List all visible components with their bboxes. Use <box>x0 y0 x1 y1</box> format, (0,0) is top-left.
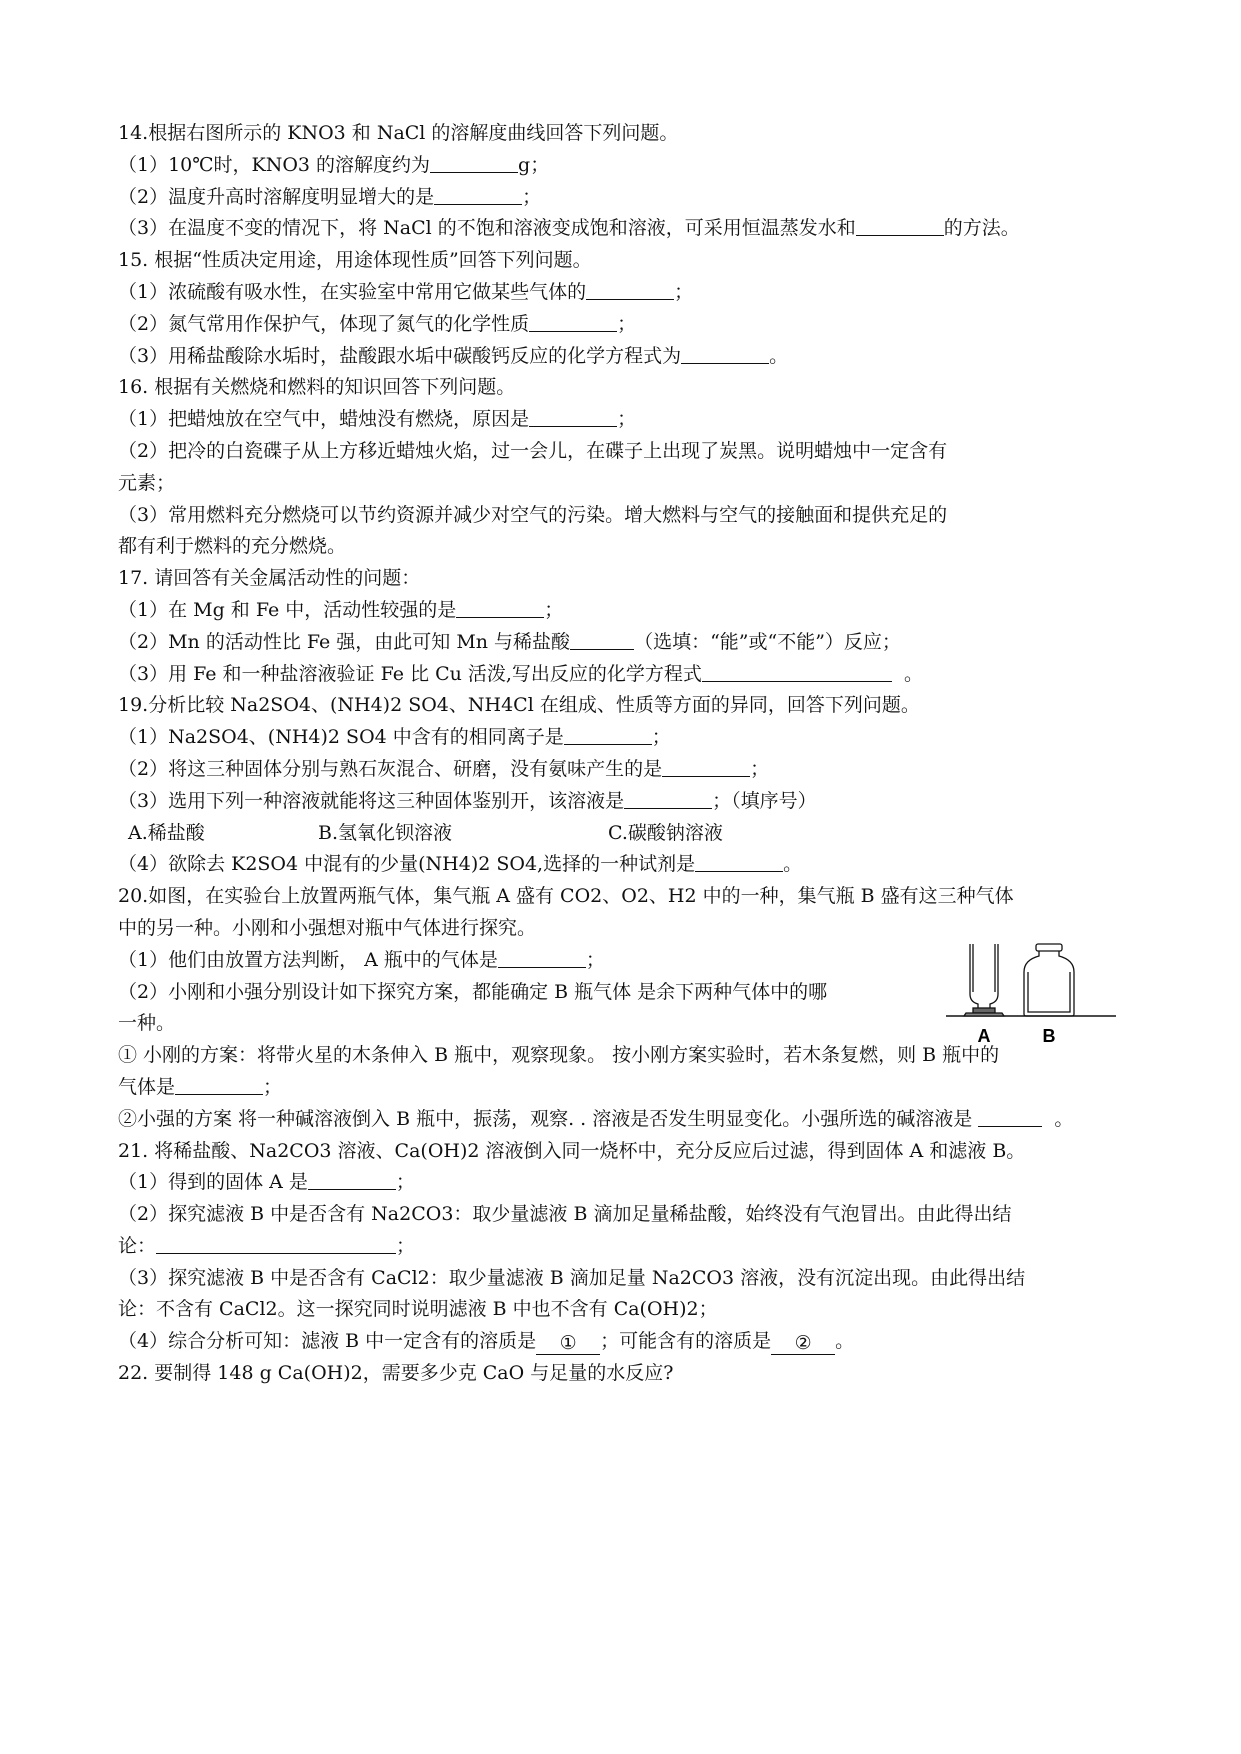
answer-blank[interactable] <box>529 404 617 427</box>
q17-sub2: （2）Mn 的活动性比 Fe 强，由此可知 Mn 与稀盐酸 （选填：“能”或“不能”）反应； <box>118 627 1138 659</box>
answer-blank[interactable] <box>681 341 769 364</box>
q20-plan1-cont: 气体是 ； <box>118 1072 1138 1104</box>
gas-bottles-illustration <box>946 942 1116 1062</box>
question-list <box>118 118 1138 1390</box>
q15-sub1: （1）浓硫酸有吸水性，在实验室中常用它做某些气体的 ； <box>118 277 1138 309</box>
answer-blank[interactable] <box>434 182 522 205</box>
answer-blank[interactable] <box>978 1104 1042 1127</box>
answer-blank[interactable] <box>570 627 634 650</box>
gas-bottles-figure <box>946 942 1116 1062</box>
q16-sub2-cont: 元素； <box>118 471 176 494</box>
answer-blank[interactable] <box>430 150 518 173</box>
answer-blank[interactable] <box>662 754 750 777</box>
bottle-a <box>964 944 1004 1016</box>
q17-sub3: （3）用 Fe 和一种盐溶液验证 Fe 比 Cu 活泼,写出反应的化学方程式 。 <box>118 659 1138 691</box>
q14-sub3: （3）在温度不变的情况下，将 NaCl 的不饱和溶液变成饱和溶液，可采用恒温蒸发水和 的方法。 <box>118 213 1138 245</box>
q20-title: 20.如图，在实验台上放置两瓶气体，集气瓶 A 盛有 CO2、O2、H2 中的一种，集气瓶 B 盛有这三种气体 <box>118 885 1014 908</box>
option-a[interactable]: A.稀盐酸 <box>128 821 205 844</box>
q17-title: 17. 请回答有关金属活动性的问题： <box>118 567 421 590</box>
q17-sub1: （1）在 Mg 和 Fe 中，活动性较强的是 ； <box>118 595 1138 627</box>
option-b[interactable]: B.氢氧化钡溶液 <box>318 821 453 844</box>
answer-blank[interactable] <box>856 213 944 236</box>
q15-sub2: （2）氮气常用作保护气，体现了氮气的化学性质 ； <box>118 309 1138 341</box>
answer-blank-2[interactable]: ② <box>771 1332 835 1355</box>
answer-blank[interactable] <box>695 849 783 872</box>
answer-blank[interactable] <box>529 309 617 332</box>
q21-sub4: （4）综合分析可知：滤液 B 中一定含有的溶质是 ① ；可能含有的溶质是 ② 。 <box>118 1330 855 1355</box>
q21-title: 21. 将稀盐酸、Na2CO3 溶液、Ca(OH)2 溶液倒入同一烧杯中，充分反应后过滤，得到固体 A 和滤液 B。 <box>118 1139 1026 1162</box>
q20-plan1: ① 小刚的方案：将带火星的木条伸入 B 瓶中，观察现象。 按小刚方案实验时，若木条复燃，则 B 瓶中的 <box>118 1044 1000 1067</box>
q16-sub1: （1）把蜡烛放在空气中，蜡烛没有燃烧，原因是 ； <box>118 404 1138 436</box>
q14-sub1: （1）10℃时，KNO3 的溶解度约为 g； <box>118 150 1138 182</box>
option-c[interactable]: C.碳酸钠溶液 <box>608 821 723 844</box>
q21-sub2-cont: 论： ； <box>118 1231 1138 1263</box>
q19-sub2: （2）将这三种固体分别与熟石灰混合、研磨，没有氨味产生的是 ； <box>118 754 1138 786</box>
bottle-b <box>1024 944 1074 1016</box>
answer-blank[interactable] <box>498 945 586 968</box>
answer-blank-1[interactable]: ① <box>536 1332 600 1355</box>
answer-blank[interactable] <box>308 1167 396 1190</box>
answer-blank[interactable] <box>175 1072 263 1095</box>
q20-sub2: （2）小刚和小强分别设计如下探究方案，都能确定 B 瓶气体 是余下两种气体中的哪 <box>118 980 828 1003</box>
label-a: A <box>977 1026 991 1046</box>
label-b: B <box>1042 1026 1056 1046</box>
q16-sub3-cont: 都有利于燃料的充分燃烧。 <box>118 535 347 558</box>
q22-title: 22. 要制得 148 g Ca(OH)2，需要多少克 CaO 与足量的水反应? <box>118 1362 674 1385</box>
q19-options <box>118 818 1138 850</box>
q20-sub1: （1）他们由放置方法判断， A 瓶中的气体是 ； <box>118 945 1138 977</box>
q19-sub1: （1）Na2SO4、(NH4)2 SO4 中含有的相同离子是 ； <box>118 722 1138 754</box>
q14-sub2: （2）温度升高时溶解度明显增大的是 ； <box>118 182 1138 214</box>
answer-blank[interactable] <box>702 659 892 682</box>
q19-title: 19.分析比较 Na2SO4、(NH4)2 SO4、NH4Cl 在组成、性质等方面的异同，回答下列问题。 <box>118 694 920 717</box>
q20-sub2-cont: 一种。 <box>118 1012 176 1035</box>
q15-sub3: （3）用稀盐酸除水垢时，盐酸跟水垢中碳酸钙反应的化学方程式为 。 <box>118 341 1138 373</box>
q21-sub2: （2）探究滤液 B 中是否含有 Na2CO3：取少量滤液 B 滴加足量稀盐酸，始终没有气泡冒出。由此得出结 <box>118 1203 1012 1226</box>
q20-plan2: ②小强的方案 将一种碱溶液倒入 B 瓶中，振荡，观察. . 溶液是否发生明显变化。小强所选的碱溶液是 。 <box>118 1104 1138 1136</box>
q21-sub3: （3）探究滤液 B 中是否含有 CaCl2：取少量滤液 B 滴加足量 Na2CO3 溶液，没有沉淀出现。由此得出结 <box>118 1266 1026 1289</box>
answer-blank[interactable] <box>624 786 712 809</box>
q14-title: 14.根据右图所示的 KNO3 和 NaCl 的溶解度曲线回答下列问题。 <box>118 122 679 144</box>
q21-sub1: （1）得到的固体 A 是 ； <box>118 1167 1138 1199</box>
q16-sub3: （3）常用燃料充分燃烧可以节约资源并减少对空气的污染。增大燃料与空气的接触面和提供充足的 <box>118 503 948 526</box>
answer-blank[interactable] <box>564 722 652 745</box>
answer-blank[interactable] <box>456 595 544 618</box>
answer-blank[interactable] <box>156 1231 396 1254</box>
q19-sub3: （3）选用下列一种溶液就能将这三种固体鉴别开，该溶液是 ；（填序号） <box>118 786 1138 818</box>
q19-sub4: （4）欲除去 K2SO4 中混有的少量(NH4)2 SO4,选择的一种试剂是 。 <box>118 849 1138 881</box>
q21-sub3-cont: 论：不含有 CaCl2。这一探究同时说明滤液 B 中也不含有 Ca(OH)2； <box>118 1298 718 1321</box>
q16-title: 16. 根据有关燃烧和燃料的知识回答下列问题。 <box>118 376 516 399</box>
q20-title-cont: 中的另一种。小刚和小强想对瓶中气体进行探究。 <box>118 916 537 939</box>
q15-title: 15. 根据“性质决定用途，用途体现性质”回答下列问题。 <box>118 249 592 272</box>
q16-sub2: （2）把冷的白瓷碟子从上方移近蜡烛火焰，过一会儿，在碟子上出现了炭黑。说明蜡烛中一定含有 <box>118 439 948 462</box>
answer-blank[interactable] <box>586 277 674 300</box>
